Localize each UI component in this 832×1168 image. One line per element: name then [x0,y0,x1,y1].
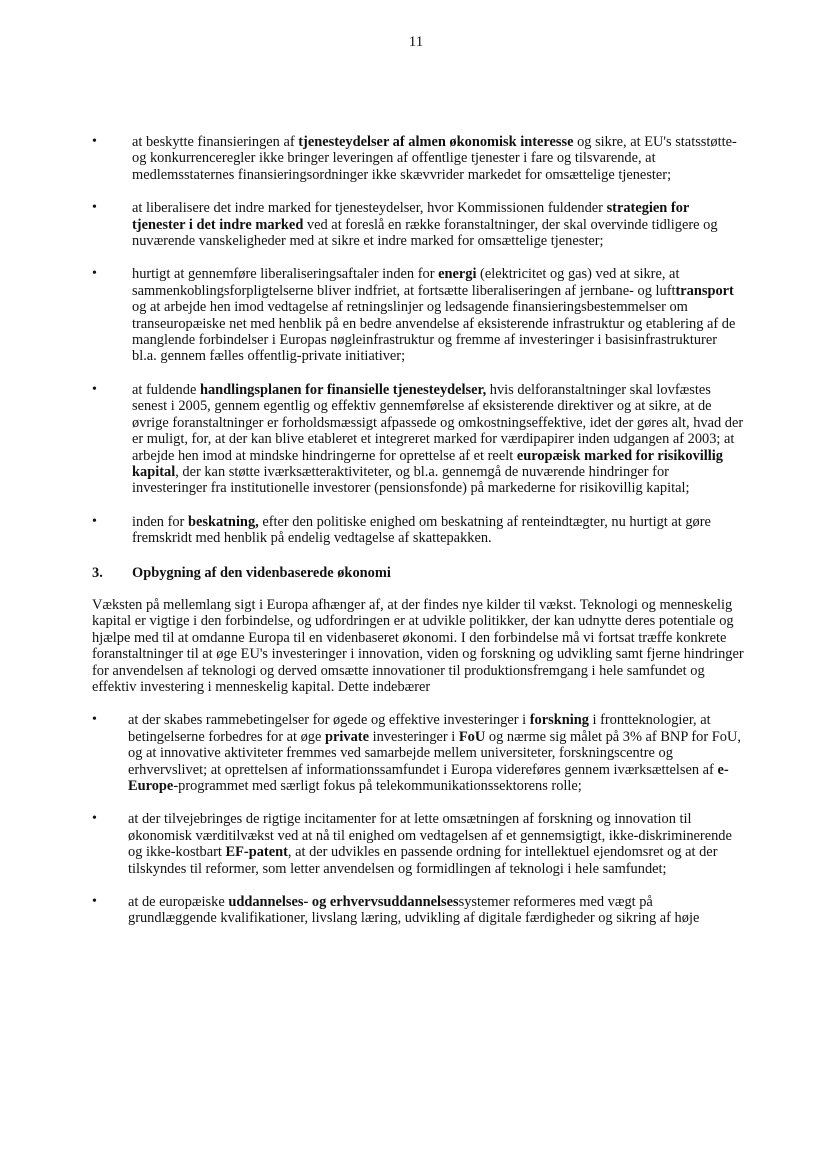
bullet-icon: • [92,894,97,910]
list-item [92,811,744,877]
emphasis-text: uddannelses- og erhvervsuddannelses [228,894,459,911]
emphasis-text: strategien for tjenester i det indre marked [132,200,690,233]
text-run: at liberalisere det indre marked for tjenesteydelser, hvor Kommissionen fuldender [132,200,607,217]
list-item-text [128,712,744,794]
text-run: -programmet med særligt fokus på telekommunikationssektorens rolle; [173,778,582,794]
text-run: at der tilvejebringes de rigtige incitamenter for at lette omsætningen af forskning og innovation til økonomisk værditilvækst ved at nå til enighed om vedtagelsen af et gennemsigtigt, ikke-diskriminerende og ikke-kostbart [128,811,732,861]
text-run: at de europæiske [128,894,229,911]
text-run: at beskytte finansieringen af [132,134,299,150]
section-number: 3. [92,564,103,581]
text-run: og at arbejde hen imod vedtagelse af retningslinjer og ledsagende finansieringsbestemmelser om transeuropæiske net med henblik på en bedre anvendelse af eksisterende infrastruktur og etablering af de manglende forbindelser i Europas nøgleinfrastruktur og fremme af investeringer i basisinfrastrukturer bl.a. gennem fælles offentlig-private initiativer; [132,299,736,365]
emphasis-text: e-Europe [128,761,729,794]
emphasis-text: europæisk marked for risikovillig kapital [132,447,723,480]
text-run: (elektricitet og gas) ved at sikre, at sammenkoblingsforpligtelserne bliver indfriet, at fortsætte liberaliseringen af jernbane- og luft [132,266,680,299]
list-item-text [132,514,744,547]
emphasis-text: tjenesteydelser af almen økonomisk interesse [298,134,574,150]
list-item-text [128,894,744,927]
text-run: investeringer i [368,728,459,745]
bullet-icon: • [92,200,97,216]
text-run: i frontteknologier, at betingelserne forbedres for at øge [128,712,711,745]
list-item [92,712,744,794]
bullet-icon: • [92,381,97,397]
text-run: hurtigt at gennemføre liberaliseringsaftaler inden for [132,266,439,283]
text-run: systemer reformeres med vægt på grundlæggende kvalifikationer, livslang læring, udvikling af digitale færdigheder og sikring af høje [128,894,700,927]
list-item [92,514,744,547]
text-run: inden for [132,513,188,530]
emphasis-text: private [325,728,369,745]
text-run: og nærme sig målet på 3% af BNP for FoU, og at innovative aktiviteter fremmes ved samarbejde mellem universiteter, forskningscentre og erhvervslivet; at oprettelsen af informationssamfundet i Europa videreføres gennem iværksættelsen af [128,728,741,778]
list-item [92,382,744,497]
bullet-icon: • [92,266,97,282]
bullet-icon: • [92,712,97,728]
list-item [92,134,744,183]
page-content [92,134,744,944]
section-title: Opbygning af den videnbaserede økonomi [132,564,391,581]
section-heading [92,565,744,581]
list-item-text [132,134,744,183]
bullet-icon: • [92,811,97,827]
page-number: 11 [408,34,424,50]
list-item-text [132,200,744,249]
text-run: hvis delforanstaltninger skal lovfæstes senest i 2005, gennem egentlig og effektiv gennemførelse af eksisterende direktiver og at sikre, at de øvrige foranstaltninger er forholdsmæssigt afpassede og omkostningseffektive, idet der gøres alt, hvad der er muligt, for, at der kan blive etableret et integreret marked for værdipapirer inden udgangen af 2003; at arbejde hen imod at mindske hindringerne for oprettelse af et reelt [132,381,744,464]
list-item-text [132,266,744,364]
emphasis-text: forskning [529,712,589,729]
list-item-text [132,382,744,497]
list-item [92,200,744,249]
bullet-list-second [92,712,744,926]
list-item [92,266,744,364]
emphasis-text: energi [438,266,477,283]
text-run: efter den politiske enighed om beskatning af renteindtægter, nu hurtigt at gøre fremskridt med henblik på endelig vedtagelse af skattepakken. [132,513,711,547]
list-item [92,894,744,927]
text-run: , at der udvikles en passende ordning for intellektuel ejendomsret og at der tilskyndes til reformer, som letter anvendelsen og formidlingen af teknologi i hele samfundet; [128,844,718,877]
text-run: at fuldende [132,381,200,398]
text-run: , der kan støtte iværksætteraktiviteter, og bl.a. gennemgå de nuværende hindringer for investeringer fra institutionelle investorer (pensionsfonde) på markederne for risikovillig kapital; [132,463,690,497]
text-run: at der skabes rammebetingelser for øgede og effektive investeringer i [128,712,530,729]
text-run: ved at foreslå en række foranstaltninger, der skal overvinde tidligere og nuværende vanskeligheder med at sikre et indre marked for omsættelige tjenester; [132,216,718,250]
bullet-icon: • [92,513,97,529]
bullet-list-first [92,134,744,547]
emphasis-text: EF-patent [225,844,288,861]
emphasis-text: FoU [458,728,486,745]
emphasis-text: handlingsplanen for finansielle tjenesteydelser, [199,381,487,398]
bullet-icon: • [92,134,97,149]
list-item-text [128,811,744,877]
emphasis-text: transport [675,282,734,299]
text-run: og sikre, at EU's statsstøtte- og konkurrenceregler ikke bringer leveringen af offentlige tjenester i fare og tilsvarende, at medlemsstaternes finansieringsordninger ikke skævvrider markedet for omsættelige tjenester; [132,134,737,183]
emphasis-text: beskatning, [187,513,259,530]
body-paragraph: Væksten på mellemlang sigt i Europa afhænger af, at der findes nye kilder til vækst. Teknologi og menneskelig kapital er vigtige i den forbindelse, og udfordringen er at udvikle politikker, der kan udnytte deres potentiale og hjælpe med til at omdanne Europa til en videnbaseret økonomi. I den forbindelse må vi fortsat træffe konkrete foranstaltninger til at øge EU's investeringer i innovation, viden og forskning og udvikling samt fjerne hindringer for anvendelsen af teknologi og derved omsætte innovationer til produktionsfremgang i hele samfundet og effektiv investering i menneskelig kapital. Dette indebærer [92,596,744,695]
